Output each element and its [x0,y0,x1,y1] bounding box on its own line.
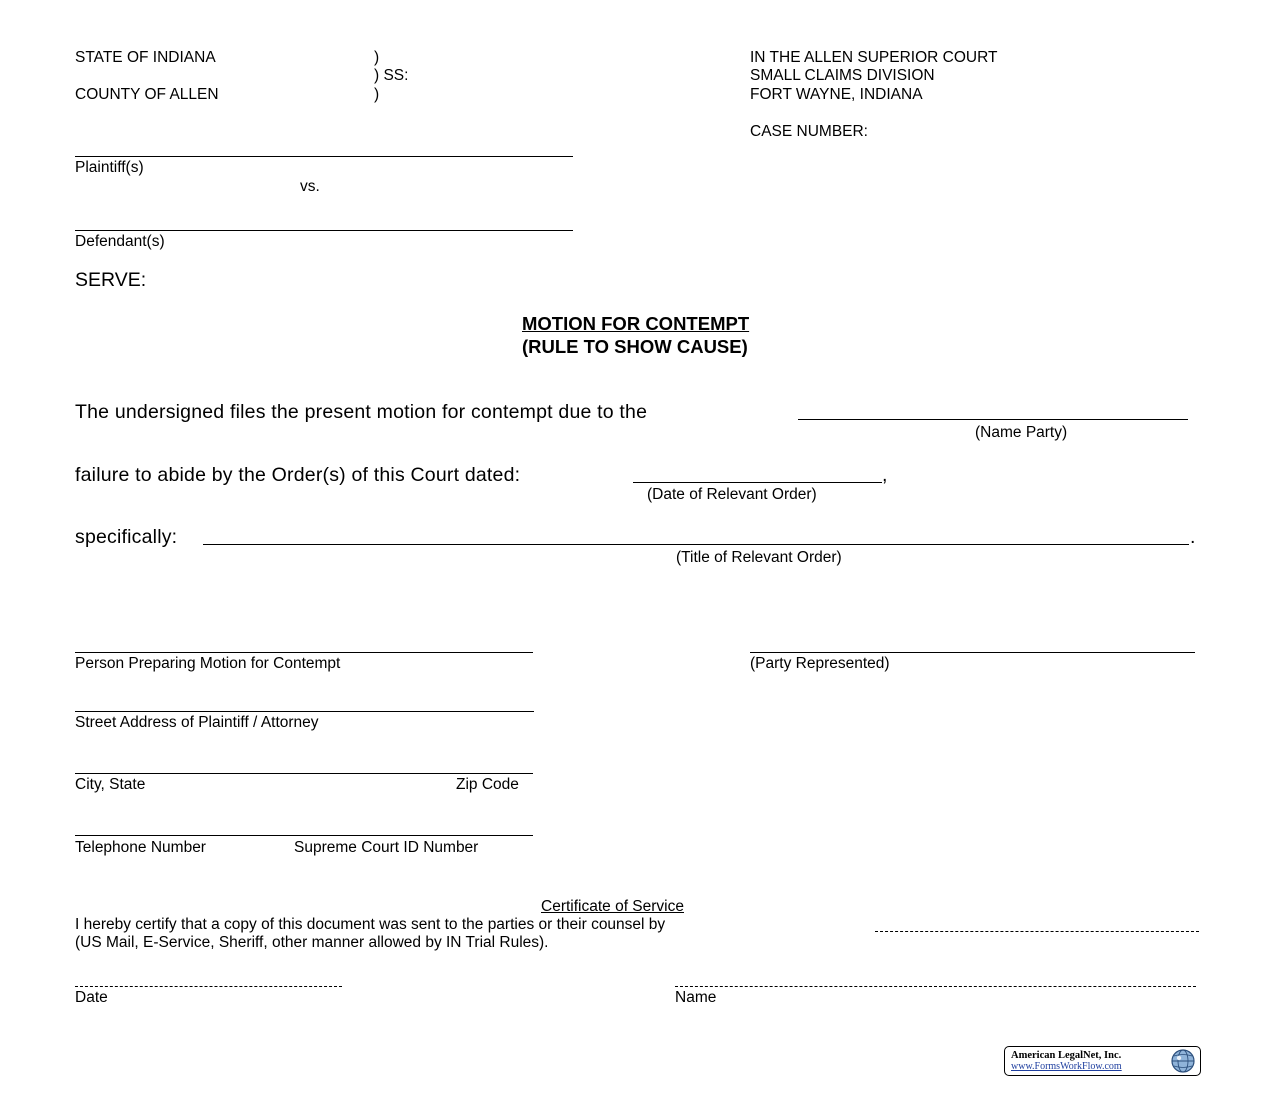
city-state-label: City, State [75,776,146,793]
logo-url-link[interactable]: www.FormsWorkFlow.com [1011,1061,1122,1072]
motion-text-line2: failure to abide by the Order(s) of this Court dated: [75,464,521,486]
court-location: FORT WAYNE, INDIANA [750,86,923,103]
order-date-line[interactable] [633,482,882,483]
supreme-court-id-label: Supreme Court ID Number [294,839,479,856]
paren-top: ) [374,49,380,66]
telephone-label: Telephone Number [75,839,206,856]
certificate-heading: Certificate of Service [541,898,684,915]
telephone-line[interactable] [75,835,533,836]
name-party-caption: (Name Party) [975,424,1068,441]
page-subtitle: (RULE TO SHOW CAUSE) [522,336,748,357]
order-date-comma: , [882,464,888,486]
logo-company-name: American LegalNet, Inc. [1011,1050,1122,1061]
globe-icon [1170,1048,1196,1074]
american-legalnet-logo [1004,1046,1201,1076]
certificate-date-line[interactable] [75,986,342,987]
party-represented-line[interactable] [750,652,1195,653]
versus-label: vs. [300,178,320,195]
court-division: SMALL CLAIMS DIVISION [750,67,935,84]
certificate-name-line[interactable] [675,986,1196,987]
court-name: IN THE ALLEN SUPERIOR COURT [750,49,998,66]
paren-bottom: ) [374,86,380,103]
certificate-date-label: Date [75,989,108,1006]
state-label: STATE OF INDIANA [75,49,216,66]
party-represented-label: (Party Represented) [750,655,890,672]
order-title-caption: (Title of Relevant Order) [676,549,842,566]
county-label: COUNTY OF ALLEN [75,86,219,103]
motion-text-line3: specifically: [75,526,178,548]
defendant-label: Defendant(s) [75,233,165,250]
certificate-text-line1: I hereby certify that a copy of this document was sent to the parties or their counsel by [75,916,666,933]
serve-label: SERVE: [75,269,147,291]
plaintiff-label: Plaintiff(s) [75,159,144,176]
name-party-line[interactable] [798,419,1188,420]
page-title: MOTION FOR CONTEMPT [522,313,750,334]
street-address-line[interactable] [75,711,534,712]
person-preparing-label: Person Preparing Motion for Contempt [75,655,341,672]
service-method-line[interactable] [875,931,1199,932]
zip-code-label: Zip Code [456,776,519,793]
person-preparing-line[interactable] [75,652,533,653]
order-title-line[interactable] [203,544,1189,545]
plaintiff-line[interactable] [75,156,573,157]
defendant-line[interactable] [75,230,573,231]
order-title-period: . [1190,526,1196,548]
ss-label: ) SS: [374,67,409,84]
street-address-label: Street Address of Plaintiff / Attorney [75,714,319,731]
motion-text-line1: The undersigned files the present motion for contempt due to the [75,401,648,423]
certificate-text-line2: (US Mail, E-Service, Sheriff, other manner allowed by IN Trial Rules). [75,934,549,951]
order-date-caption: (Date of Relevant Order) [647,486,817,503]
case-number-label: CASE NUMBER: [750,123,868,140]
certificate-name-label: Name [675,989,717,1006]
city-state-line[interactable] [75,773,533,774]
